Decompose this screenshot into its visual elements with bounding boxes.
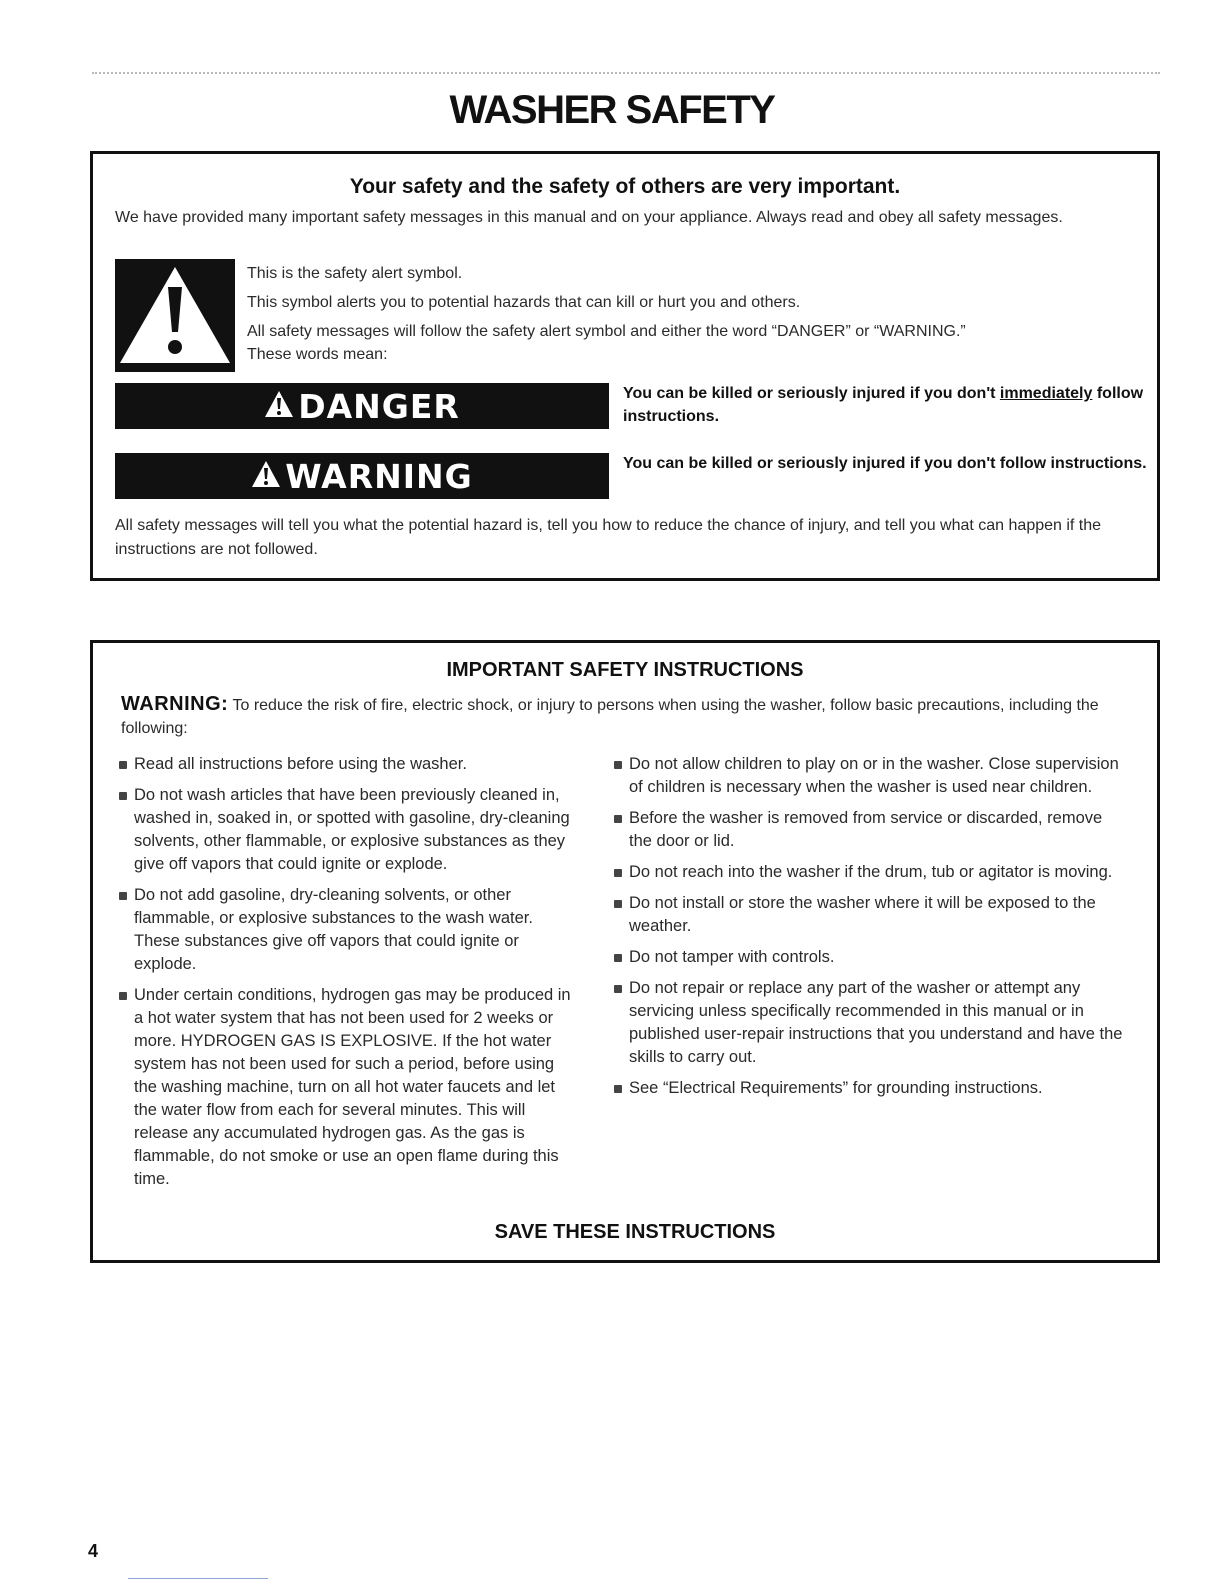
list-item-text: Read all instructions before using the washer. xyxy=(134,755,467,773)
instructions-right-column xyxy=(611,753,1126,1108)
list-item-text: Do not repair or replace any part of the washer or attempt any servicing unless specifically recommended in this manual or in published user-repair instructions that you understand and have the skills to carry out. xyxy=(629,979,1123,1066)
list-item xyxy=(116,784,576,876)
danger-desc-part-1: You can be killed or seriously injured if you don't xyxy=(623,385,1000,402)
safety-intro-footer: All safety messages will tell you what the potential hazard is, tell you how to reduce the chance of injury, and tell you what can happen if the instructions are not followed. xyxy=(115,517,1102,558)
list-item xyxy=(611,1077,1126,1100)
safety-intro-box xyxy=(90,151,1160,581)
bullet-icon xyxy=(614,869,622,877)
list-item-text: See “Electrical Requirements” for grounding instructions. xyxy=(629,1079,1043,1097)
instructions-left-column xyxy=(116,753,576,1199)
safety-intro-heading: Your safety and the safety of others are very important. xyxy=(349,175,901,198)
list-item-text: Do not install or store the washer where it will be exposed to the weather. xyxy=(629,894,1096,935)
warning-alert-icon xyxy=(251,457,281,496)
list-item-text: Do not wash articles that have been previously cleaned in, washed in, soaked in, or spotted with gasoline, dry-cleaning solvents, other flammable, or explosive substances as they give off vapors that could ignite or explode. xyxy=(134,786,570,873)
danger-signal-bar xyxy=(115,383,609,429)
danger-desc-part-2: follow instructions. xyxy=(623,385,1144,425)
page-number: 4 xyxy=(88,1541,99,1561)
bullet-icon xyxy=(119,892,127,900)
bullet-icon xyxy=(614,815,622,823)
bullet-icon xyxy=(614,761,622,769)
list-item-text: Do not reach into the washer if the drum, tub or agitator is moving. xyxy=(629,863,1113,881)
page-title: WASHER SAFETY xyxy=(449,88,775,132)
instructions-warning xyxy=(121,693,1121,740)
list-item xyxy=(611,753,1126,799)
bullet-icon xyxy=(119,761,127,769)
top-dotted-rule xyxy=(92,72,1160,74)
list-item-text: Before the washer is removed from service or discarded, remove the door or lid. xyxy=(629,809,1103,850)
bullet-icon xyxy=(614,954,622,962)
bullet-icon xyxy=(119,792,127,800)
danger-description xyxy=(623,382,1153,428)
list-item-text: Under certain conditions, hydrogen gas may be produced in a hot water system that has not been used for 2 weeks or more. HYDROGEN GAS IS EXPLOSIVE. If the hot water system has not been used for such a period, before using the washing machine, turn on all hot water faucets and let the water flow from each for several minutes. This will release any accumulated hydrogen gas. As the gas is flammable, do not smoke or use an open flame during this time. xyxy=(134,986,571,1188)
symbol-line-2: This symbol alerts you to potential hazards that can kill or hurt you and others. xyxy=(247,294,801,311)
danger-label: DANGER xyxy=(298,386,460,426)
list-item-text: Do not tamper with controls. xyxy=(629,948,835,966)
list-item xyxy=(611,807,1126,853)
list-item xyxy=(116,884,576,976)
warning-label: WARNING xyxy=(285,456,473,496)
safety-alert-triangle-icon xyxy=(115,259,235,372)
safety-intro-text: We have provided many important safety messages in this manual and on your appliance. Always read and obey all safety messages. xyxy=(115,209,1063,226)
warning-signal-bar xyxy=(115,453,609,499)
symbol-line-1: This is the safety alert symbol. xyxy=(247,265,463,282)
bullet-icon xyxy=(614,985,622,993)
list-item xyxy=(611,946,1126,969)
bullet-icon xyxy=(614,1085,622,1093)
list-item-text: Do not add gasoline, dry-cleaning solvents, or other flammable, or explosive substances to the wash water. These substances give off vapors that could ignite or explode. xyxy=(134,886,533,973)
list-item xyxy=(116,984,576,1191)
warning-word: WARNING: xyxy=(121,693,229,715)
list-item xyxy=(611,861,1126,884)
footer-rule xyxy=(128,1578,268,1579)
list-item-text: Do not allow children to play on or in the washer. Close supervision of children is necessary when the washer is used near children. xyxy=(629,755,1119,796)
bullet-icon xyxy=(614,900,622,908)
symbol-line-3: All safety messages will follow the safety alert symbol and either the word “DANGER” or “WARNING.” xyxy=(247,323,966,340)
list-item xyxy=(611,977,1126,1069)
bullet-icon xyxy=(119,992,127,1000)
instructions-heading: IMPORTANT SAFETY INSTRUCTIONS xyxy=(446,659,804,681)
symbol-line-4: These words mean: xyxy=(247,346,388,363)
warning-description: You can be killed or seriously injured if you don't follow instructions. xyxy=(623,455,1147,472)
danger-desc-underlined: immediately xyxy=(999,385,1093,402)
danger-alert-icon xyxy=(264,387,294,426)
save-instructions-text: SAVE THESE INSTRUCTIONS xyxy=(494,1221,776,1243)
list-item xyxy=(116,753,576,776)
important-instructions-box xyxy=(90,640,1160,1263)
warning-text: To reduce the risk of fire, electric shock, or injury to persons when using the washer, follow basic precautions, including the following: xyxy=(121,697,1099,737)
list-item xyxy=(611,892,1126,938)
